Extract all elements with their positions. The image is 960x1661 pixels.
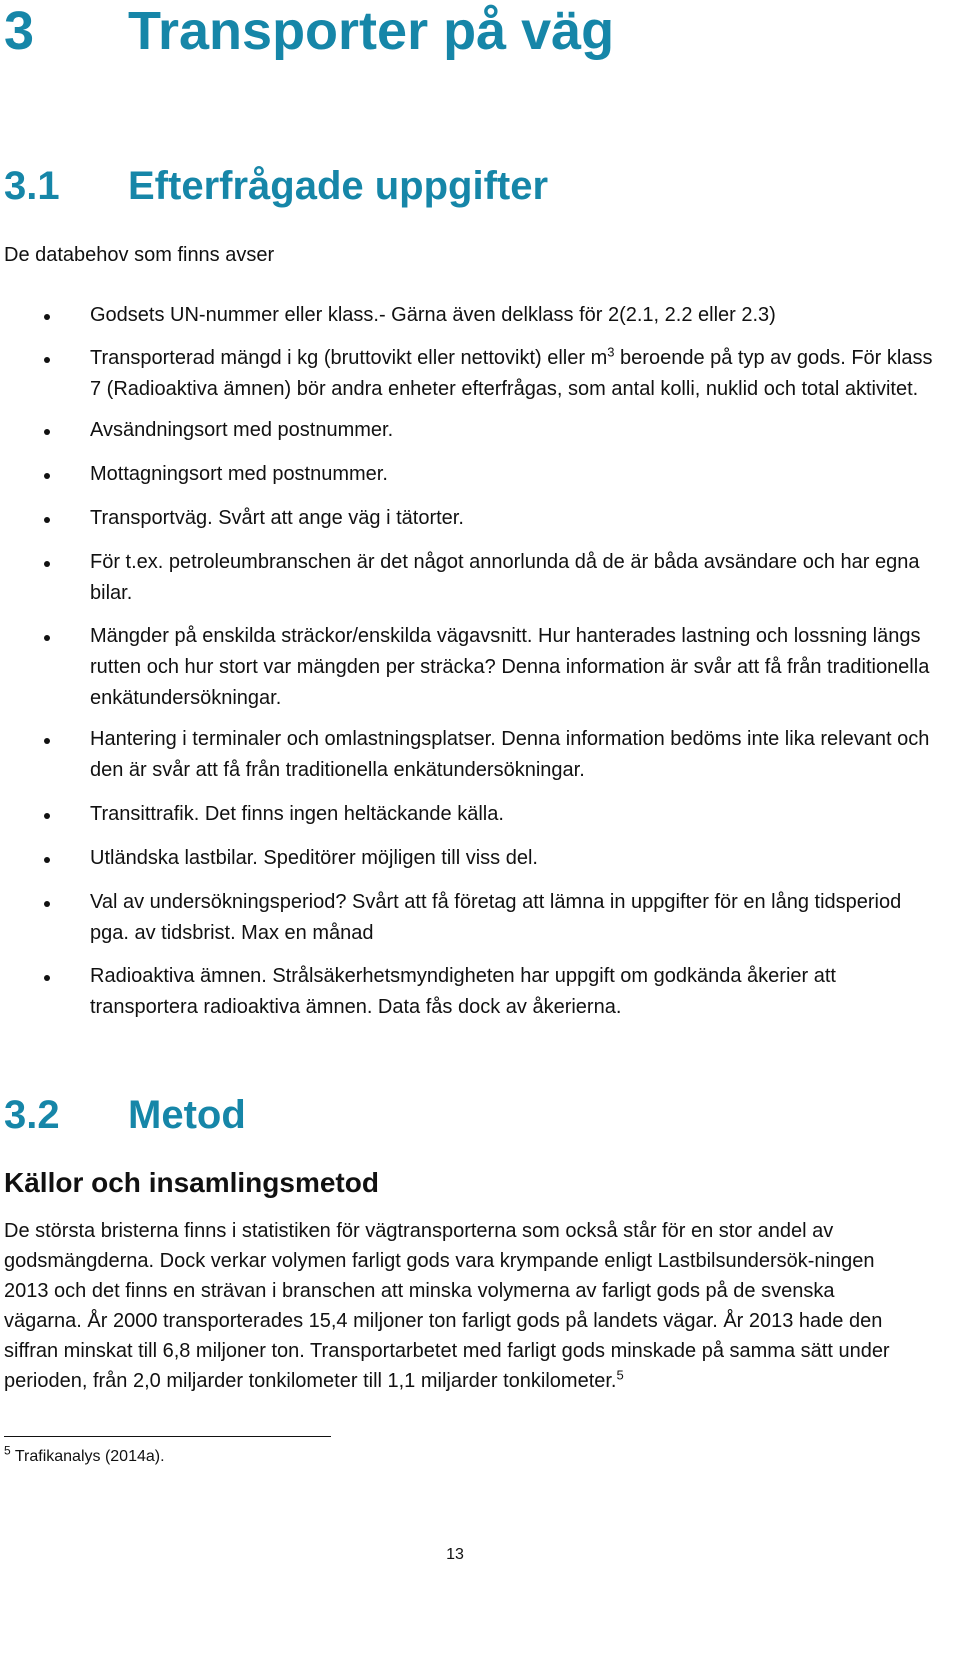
body-paragraph xyxy=(4,1216,914,1396)
list-item xyxy=(0,459,940,490)
intro-text: De databehov som finns avser xyxy=(4,244,275,266)
paragraph-text: De största bristerna finns i statistiken för vägtransporterna som också står för en stor andel av godsmängderna. Dock verkar volymen farligt gods vara krympande enligt Lastbilsundersök-ningen 2013 och det finns en strävan i branschen att minska volymerna av farligt gods på de svenska vägarna. År 2000 transporterades 15,4 miljoner ton farligt gods på landets vägar. År 2013 hade den siffran minskat till 6,8 miljoner ton. Transportarbetet med farligt gods minskade på samma sätt under perioden, från 2,0 miljarder tonkilometer till 1,1 miljarder tonkilometer. xyxy=(4,1220,890,1392)
list-item xyxy=(0,300,940,331)
bullet-icon xyxy=(44,357,50,363)
footnote-divider xyxy=(4,1436,331,1437)
list-item xyxy=(0,724,940,786)
bullet-icon xyxy=(44,517,50,523)
list-item xyxy=(0,415,940,446)
bullet-icon xyxy=(44,857,50,863)
list-item-text: Transittrafik. Det finns ingen heltäckande källa. xyxy=(90,803,504,825)
list-item-text-rest: beroende på typ av gods. För klass 7 (Radioaktiva ämnen) bör andra enheter efterfrågas, som antal kolli, nuklid och total aktivitet. xyxy=(90,347,933,400)
requirements-list xyxy=(0,300,940,1023)
bullet-icon xyxy=(44,975,50,981)
subheading: Källor och insamlingsmetod xyxy=(4,1167,379,1198)
bullet-icon xyxy=(44,314,50,320)
list-item xyxy=(0,547,940,609)
list-item-text: Mängder på enskilda sträckor/enskilda vägavsnitt. Hur hanterades lastning och lossning längs rutten och hur stort var mängden per sträcka? Denna information är svår att få från traditionella enkätundersökningar. xyxy=(90,625,930,709)
list-item-text: Avsändningsort med postnummer. xyxy=(90,419,394,441)
list-item-text: Hantering i terminaler och omlastningsplatser. Denna information bedöms inte lika relevant och den är svår att få från traditionella enkätundersökningar. xyxy=(90,728,930,781)
bullet-icon xyxy=(44,635,50,641)
section-heading-3-1 xyxy=(4,164,944,214)
section-title: Metod xyxy=(128,1093,246,1137)
chapter-heading xyxy=(4,0,944,70)
bullet-icon xyxy=(44,813,50,819)
list-item xyxy=(0,887,940,949)
footnote-number: 5 xyxy=(4,1443,11,1458)
bullet-icon xyxy=(44,901,50,907)
chapter-number: 3 xyxy=(4,1,35,61)
list-item-text: Godsets UN-nummer eller klass.- Gärna även delklass för 2(2.1, 2.2 eller 2.3) xyxy=(90,304,776,326)
footnote-text: Trafikanalys (2014a). xyxy=(14,1448,165,1465)
list-item-text: Transportväg. Svårt att ange väg i tätorter. xyxy=(90,507,464,529)
section-number: 3.2 xyxy=(4,1093,60,1137)
list-item xyxy=(0,799,940,830)
footnote xyxy=(4,1443,165,1468)
list-item-text: Transporterad mängd i kg (bruttovikt eller nettovikt) eller m xyxy=(90,347,608,369)
footnote-ref: 5 xyxy=(616,1367,624,1383)
bullet-icon xyxy=(44,473,50,479)
list-item xyxy=(0,961,940,1023)
bullet-icon xyxy=(44,738,50,744)
page-number: 13 xyxy=(446,1546,464,1563)
section-title: Efterfrågade uppgifter xyxy=(128,164,549,208)
list-item xyxy=(0,843,940,874)
section-number: 3.1 xyxy=(4,164,60,208)
list-item-text: Radioaktiva ämnen. Strålsäkerhetsmyndigheten har uppgift om godkända åkerier att transportera radioaktiva ämnen. Data fås dock av åkerierna. xyxy=(90,965,836,1018)
list-item xyxy=(0,621,940,714)
bullet-icon xyxy=(44,429,50,435)
bullet-icon xyxy=(44,561,50,567)
list-item xyxy=(0,503,940,534)
list-item-text: Mottagningsort med postnummer. xyxy=(90,463,388,485)
chapter-title: Transporter på väg xyxy=(128,1,615,61)
list-item-text: För t.ex. petroleumbranschen är det något annorlunda då de är båda avsändare och har egna bilar. xyxy=(90,551,920,604)
superscript: 3 xyxy=(607,344,615,360)
list-item xyxy=(0,343,940,405)
list-item-text: Val av undersökningsperiod? Svårt att få företag att lämna in uppgifter för en lång tidsperiod pga. av tidsbrist. Max en månad xyxy=(90,891,902,944)
list-item-text: Utländska lastbilar. Speditörer möjligen till viss del. xyxy=(90,847,538,869)
section-heading-3-2 xyxy=(4,1093,944,1143)
